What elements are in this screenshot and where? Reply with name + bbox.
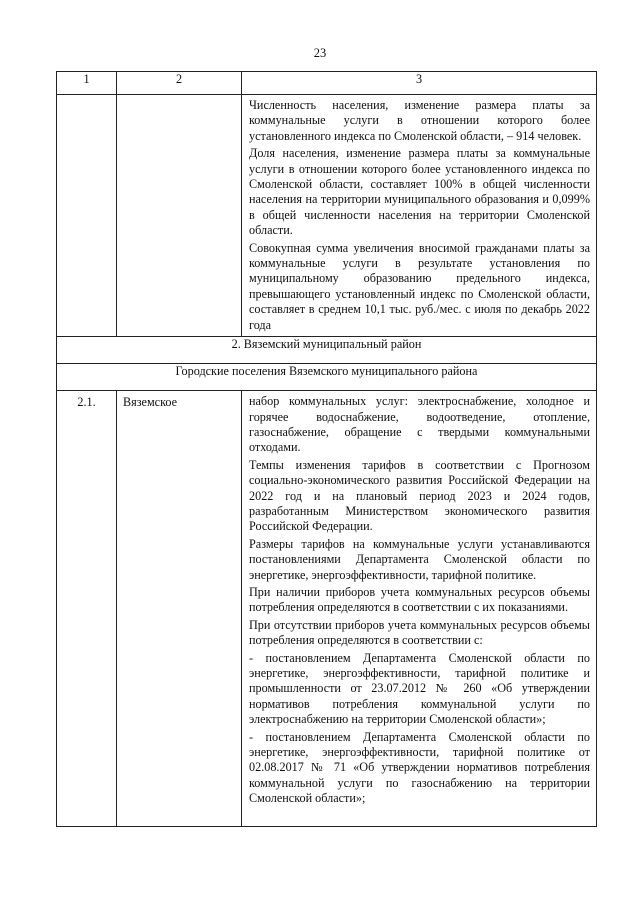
paragraph: При отсутствии приборов учета коммунальных ресурсов объемы потребления определяются в соответствии с:: [249, 617, 590, 648]
row-name-cell: Вяземское: [117, 391, 242, 827]
document-table: [56, 71, 597, 827]
row-description-cell: [242, 95, 597, 337]
section-title: 2. Вяземский муниципальный район: [57, 337, 597, 364]
row-name-cell: [117, 95, 242, 337]
subsection-row: [57, 364, 597, 391]
paragraph: При наличии приборов учета коммунальных ресурсов объемы потребления определяются в соответствии с их показаниями.: [249, 584, 590, 615]
section-row: [57, 337, 597, 364]
column-header-3: 3: [242, 72, 597, 95]
paragraph: Размеры тарифов на коммунальные услуги устанавливаются постановлениями Департамента Смоленской области по энергетике, энергоэффективности, тарифной политике.: [249, 536, 590, 582]
paragraph: Темпы изменения тарифов в соответствии с Прогнозом социально-экономического развития Российской Федерации на 2022 год и на плановый период 2023 и 2024 годов, разработанным Министерством экономического развития Российской Федерации.: [249, 457, 590, 534]
paragraph: Численность населения, изменение размера платы за коммунальные услуги в отношении которого более установленного индекса по Смоленской области, – 914 человек.: [249, 98, 590, 143]
row-number-cell: [57, 95, 117, 337]
row-number-cell: 2.1.: [57, 391, 117, 827]
row-description-cell: [242, 391, 597, 827]
table-row-continued: [57, 95, 597, 337]
table-row-2-1: [57, 391, 597, 827]
subsection-title: Городские поселения Вяземского муниципального района: [57, 364, 597, 391]
paragraph: набор коммунальных услуг: электроснабжение, холодное и горячее водоснабжение, водоотведение, отопление, газоснабжение, обращение с твердыми коммунальными отходами.: [249, 394, 590, 455]
column-header-2: 2: [117, 72, 242, 95]
list-item: - постановлением Департамента Смоленской области по энергетике, энергоэффективности, тарифной политике от 02.08.2017 № 71 «Об утверждении нормативов потребления коммунальной услуги по газоснабжению на территории Смоленской области»;: [249, 729, 590, 806]
paragraph: Совокупная сумма увеличения вносимой гражданами платы за коммунальные услуги в результате установления по муниципальному образованию предельного индекса, превышающего установленный индекс по Смоленской области, составляет в среднем 10,1 тыс. руб./мес. с июля по декабрь 2022 года: [249, 240, 590, 332]
table-header-row: [57, 72, 597, 95]
paragraph: Доля населения, изменение размера платы за коммунальные услуги в отношении которого более установленного индекса по Смоленской области, составляет 100% в общей численности населения на территории муниципального образования и 0,099% в общей численности населения на территории Смоленской области.: [249, 146, 590, 238]
column-header-1: 1: [57, 72, 117, 95]
list-item: - постановлением Департамента Смоленской области по энергетике, энергоэффективности, тарифной политике и промышленности от 23.07.2012 № 260 «Об утверждении нормативов потребления коммунальной услуги по электроснабжению на территории Смоленской области»;: [249, 650, 590, 727]
page-number: 23: [313, 46, 327, 60]
